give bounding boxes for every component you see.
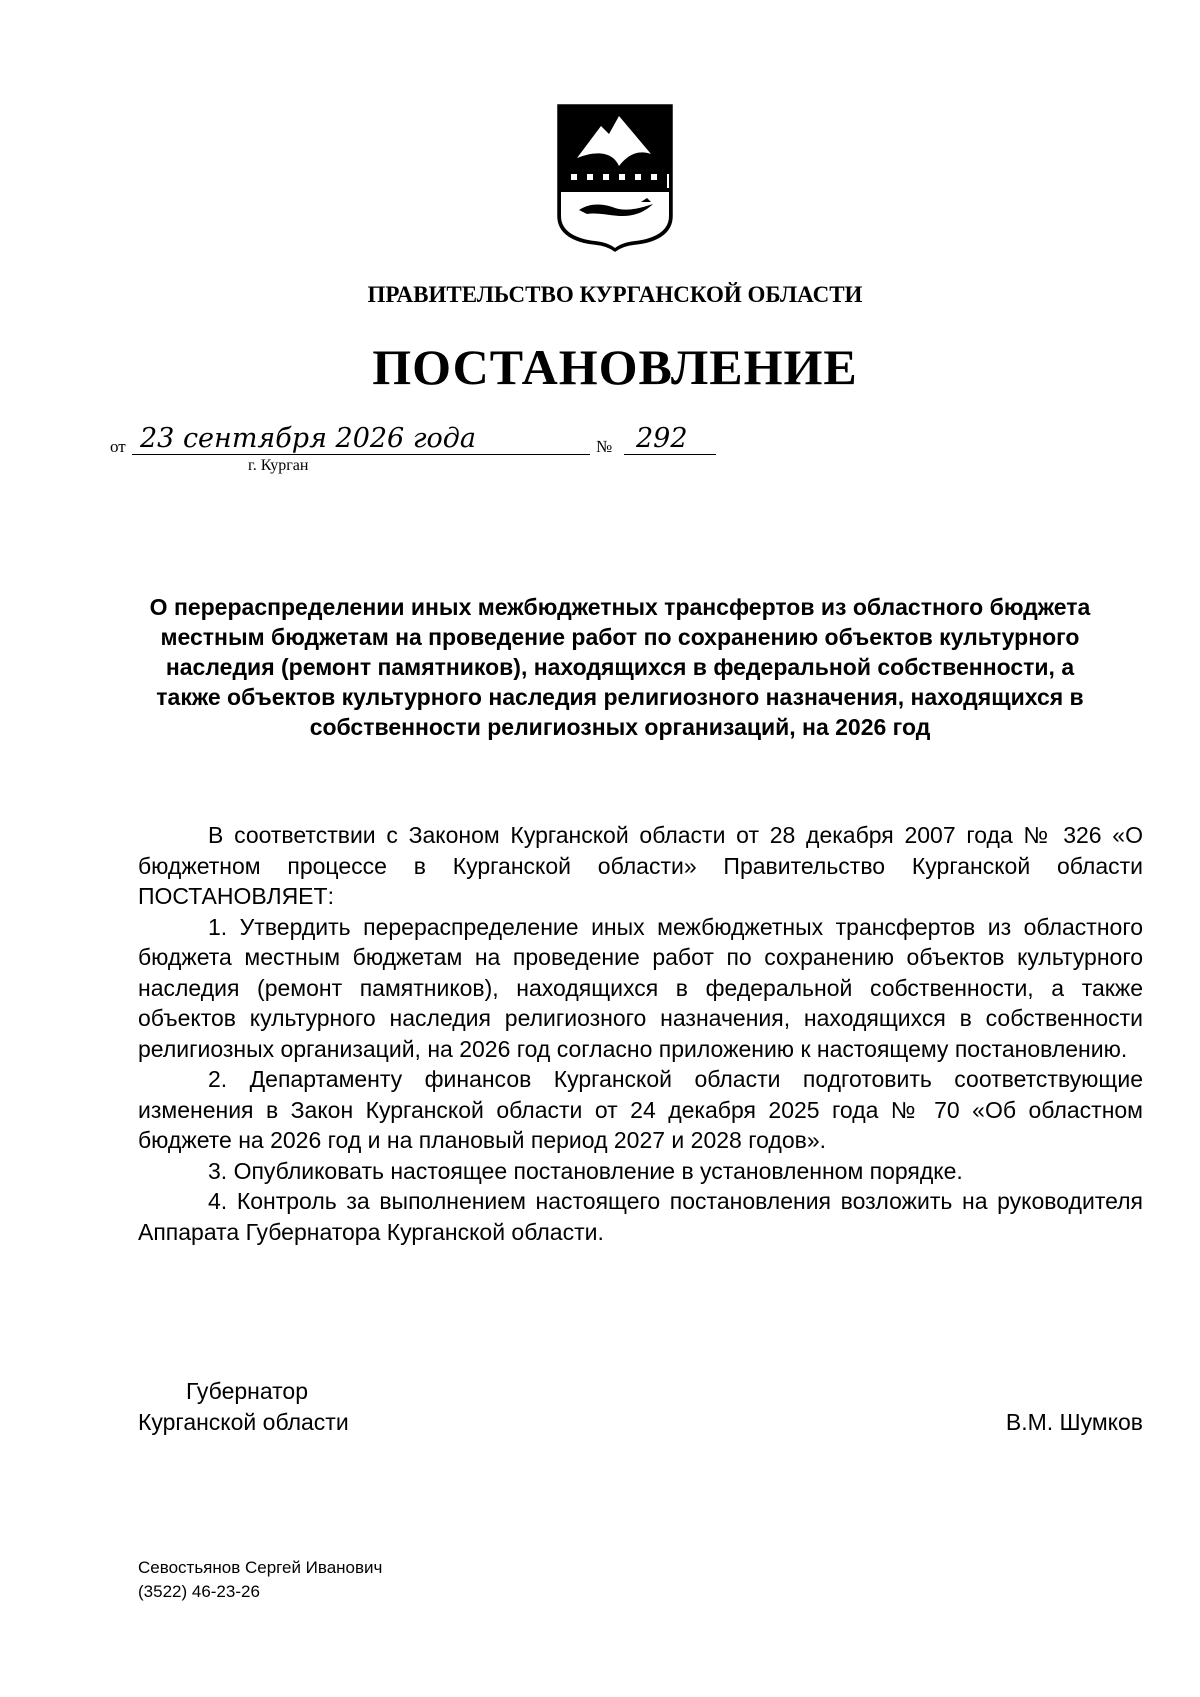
signature-block — [138, 1376, 1143, 1438]
organization-name: ПРАВИТЕЛЬСТВО КУРГАНСКОЙ ОБЛАСТИ — [367, 282, 863, 307]
document-number: 292 — [624, 423, 716, 455]
document-body — [138, 820, 1143, 1247]
signatory-title-line2: Курганской области — [138, 1409, 349, 1435]
document-subject: О перераспределении иных межбюджетных трансфертов из областного бюджета местным бюджетам на проведение работ по сохранению объектов культурного наследия (ремонт памятников), находящихся в федеральной собственности, а также объектов культурного наследия религиозного назначения, находящихся в собственности религиозных организаций, на 2026 год — [149, 594, 1091, 740]
number-label: № — [596, 437, 613, 456]
body-item-3: 3. Опубликовать настоящее постановление в установленном порядке. — [208, 1157, 963, 1184]
document-type: ПОСТАНОВЛЕНИЕ — [372, 339, 858, 395]
signatory-name: В.М. Шумков — [1005, 1409, 1143, 1435]
coat-of-arms-icon — [557, 104, 673, 252]
contact-block — [138, 1556, 382, 1604]
contact-phone: (3522) 46-23-26 — [138, 1582, 260, 1601]
date-from-label: от — [110, 437, 126, 456]
body-item-4: 4. Контроль за выполнением настоящего постановления возложить на руководителя Аппарата Губернатора Курганской области. — [138, 1188, 1143, 1245]
document-date: 23 сентября 2026 года — [132, 423, 590, 455]
city: г. Курган — [248, 457, 309, 474]
body-item-2: 2. Департаменту финансов Курганской области подготовить соответствующие изменения в Закон Курганской области от 24 декабря 2025 года № 70 «Об областном бюджете на 2026 год и на плановый период 2027 и 2028 годов». — [138, 1066, 1143, 1153]
body-item-1: 1. Утвердить перераспределение иных межбюджетных трансфертов из областного бюджета местным бюджетам на проведение работ по сохранению объектов культурного наследия (ремонт памятников), находящихся в федеральной собственности, а также объектов культурного наследия религиозного назначения, находящихся в собственности религиозных организаций, на 2026 год согласно приложению к настоящему постановлению. — [138, 913, 1143, 1062]
contact-person: Севостьянов Сергей Иванович — [138, 1558, 383, 1577]
signatory-title-line1: Губернатор — [186, 1378, 309, 1404]
dateline — [110, 423, 688, 483]
preamble: В соответствии с Законом Курганской области от 28 декабря 2007 года № 326 «О бюджетном процессе в Курганской области» Правительство Курганской области ПОСТАНОВЛЯЕТ: — [138, 822, 1143, 909]
